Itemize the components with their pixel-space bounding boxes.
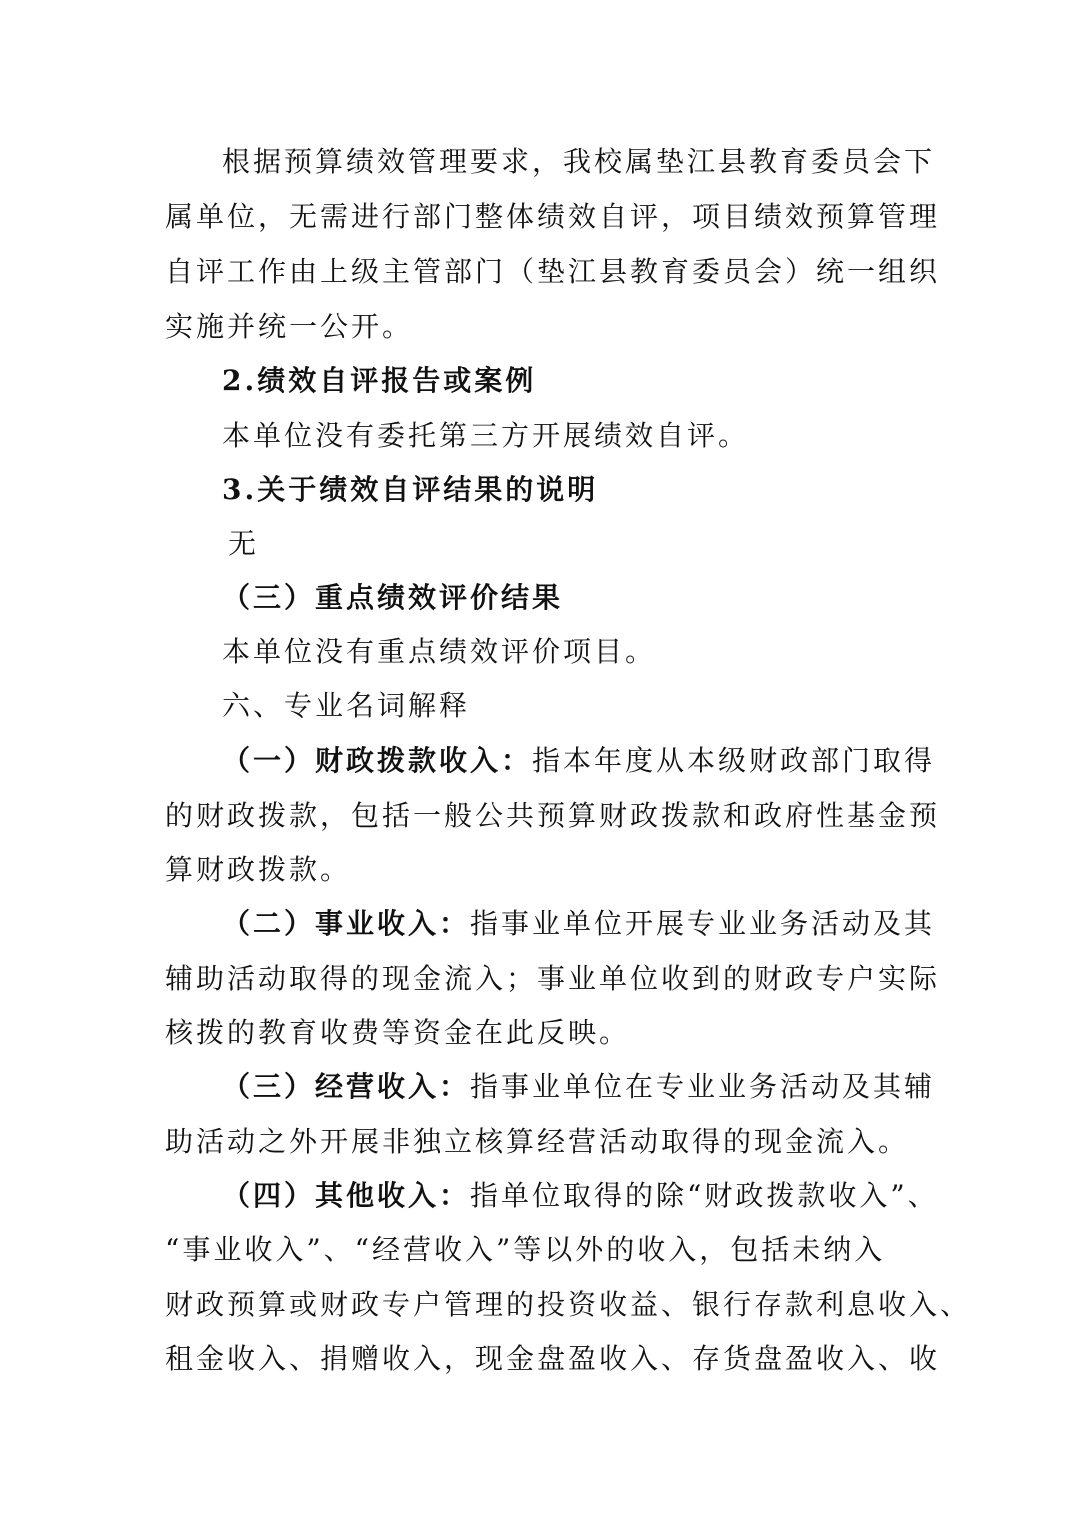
glossary-definition: 指本年度从本级财政部门取得 — [532, 744, 936, 777]
glossary-definition-line: 财政预算或财政专户管理的投资收益、银行存款利息收入、 — [165, 1288, 972, 1321]
chapter-heading: 六、专业名词解释 — [222, 689, 471, 722]
section-body: 本单位没有重点绩效评价项目。 — [222, 635, 657, 668]
paragraph-line: 根据预算绩效管理要求，我校属垫江县教育委员会下 — [222, 145, 936, 178]
glossary-definition-line: 的财政拨款，包括一般公共预算财政拨款和政府性基金预 — [165, 799, 941, 832]
glossary-definition-line: 算财政拨款。 — [165, 853, 352, 886]
section-heading: 2.绩效自评报告或案例 — [222, 364, 537, 397]
glossary-item-first-line — [222, 904, 935, 944]
glossary-definition-line: 租金收入、捐赠收入，现金盘盈收入、存货盘盈收入、收 — [165, 1342, 941, 1375]
paragraph-line: 实施并统一公开。 — [165, 310, 414, 343]
glossary-definition: 指单位取得的除“财政拨款收入”、 — [470, 1179, 939, 1212]
glossary-definition: 指事业单位开展专业业务活动及其 — [470, 907, 936, 940]
paragraph-line: 自评工作由上级主管部门（垫江县教育委员会）统一组织 — [165, 255, 941, 288]
section-body: 无 — [228, 527, 260, 560]
section-body: 本单位没有委托第三方开展绩效自评。 — [222, 419, 750, 452]
glossary-definition: 指事业单位在专业业务活动及其辅 — [470, 1070, 936, 1103]
paragraph-line: 属单位，无需进行部门整体绩效自评，项目绩效预算管理 — [165, 200, 941, 233]
glossary-definition-line: 核拨的教育收费等资金在此反映。 — [165, 1016, 631, 1049]
glossary-term: （三）经营收入： — [222, 1070, 471, 1103]
section-heading: （三）重点绩效评价结果 — [222, 581, 564, 614]
glossary-term: （二）事业收入： — [222, 907, 471, 940]
glossary-definition-line: 助活动之外开展非独立核算经营活动取得的现金流入。 — [165, 1125, 910, 1158]
glossary-definition-line: “事业收入”、“经营收入”等以外的收入，包括未纳入 — [165, 1233, 886, 1266]
glossary-item-first-line — [222, 1176, 939, 1216]
glossary-definition-line: 辅助活动取得的现金流入；事业单位收到的财政专户实际 — [165, 962, 941, 995]
glossary-term: （一）财政拨款收入： — [222, 744, 533, 777]
glossary-term: （四）其他收入： — [222, 1179, 471, 1212]
section-heading: 3.关于绩效自评结果的说明 — [222, 473, 599, 506]
glossary-item-first-line — [222, 741, 935, 781]
glossary-item-first-line — [222, 1067, 935, 1107]
